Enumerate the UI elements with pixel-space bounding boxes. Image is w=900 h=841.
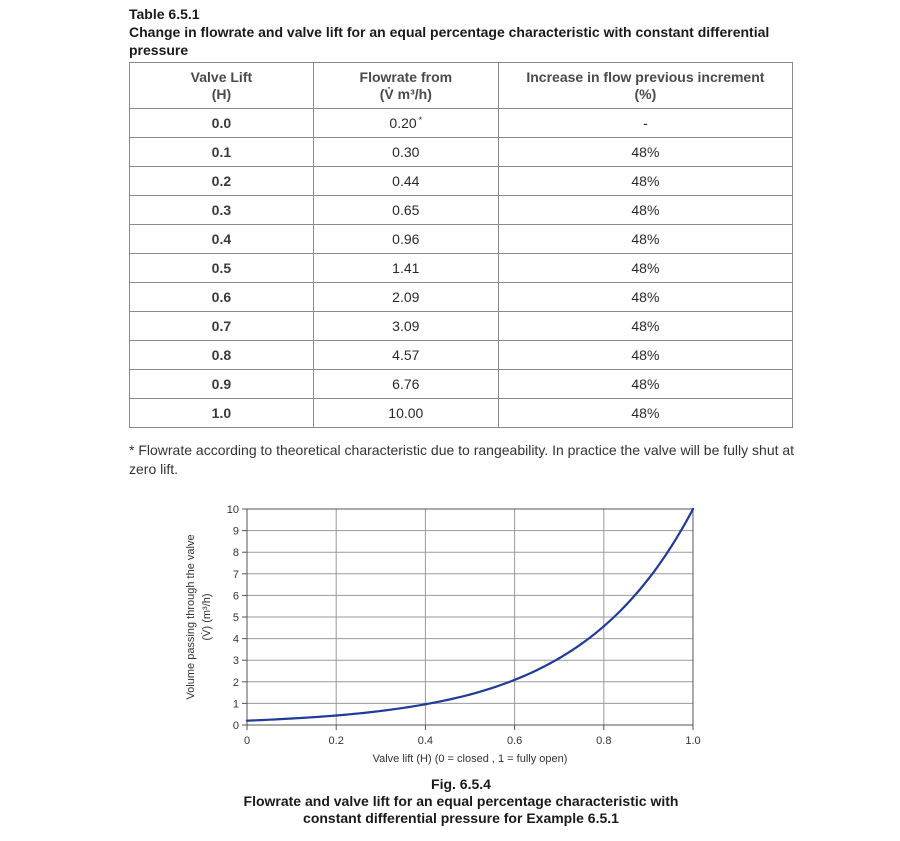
header-valve-lift: Valve Lift (H) bbox=[130, 63, 314, 109]
cell-increase: 48% bbox=[498, 312, 792, 341]
flowrate-value: 0.96 bbox=[392, 231, 420, 247]
x-tick-label: 0.2 bbox=[328, 735, 344, 747]
cell-increase: 48% bbox=[498, 370, 792, 399]
series-point bbox=[603, 625, 605, 627]
y-tick-label: 6 bbox=[232, 590, 239, 603]
x-tick-label: 0.8 bbox=[596, 735, 612, 747]
cell-valve-lift: 0.9 bbox=[130, 370, 314, 399]
flowrate-value: 4.57 bbox=[392, 347, 420, 363]
flowrate-table bbox=[129, 62, 793, 428]
flowrate-chart bbox=[170, 495, 730, 775]
y-tick-label: 8 bbox=[232, 547, 239, 560]
cell-valve-lift: 1.0 bbox=[130, 399, 314, 428]
cell-increase: - bbox=[498, 109, 792, 138]
flowrate-value: 3.09 bbox=[392, 318, 420, 334]
cell-flowrate bbox=[313, 225, 498, 254]
flowrate-value: 0.20 bbox=[389, 115, 417, 131]
y-tick-label: 0 bbox=[232, 720, 239, 732]
cell-increase: 48% bbox=[498, 138, 792, 167]
y-tick-label: 7 bbox=[232, 568, 239, 581]
cell-valve-lift: 0.2 bbox=[130, 167, 314, 196]
x-tick-label: 0.6 bbox=[506, 735, 523, 747]
y-axis-label-line1: Volume passing through the valve bbox=[185, 534, 197, 700]
cell-increase: 48% bbox=[498, 196, 792, 225]
table-row bbox=[130, 370, 793, 399]
series-point bbox=[380, 710, 382, 712]
cell-flowrate bbox=[313, 167, 498, 196]
cell-increase: 48% bbox=[498, 283, 792, 312]
table-number: Table 6.5.1 bbox=[129, 6, 200, 22]
cell-flowrate bbox=[313, 283, 498, 312]
cell-increase: 48% bbox=[498, 254, 792, 283]
y-tick-labels bbox=[227, 504, 239, 732]
y-axis-label-line2: (V̇) (m³/h) bbox=[201, 593, 213, 641]
series-point bbox=[335, 714, 337, 716]
series-point bbox=[424, 703, 426, 705]
series-point bbox=[692, 508, 694, 510]
figure-caption bbox=[129, 776, 793, 827]
header-flowrate: Flowrate from (V̇ m³/h) bbox=[313, 63, 498, 109]
flowrate-value: 6.76 bbox=[392, 376, 420, 392]
cell-valve-lift: 0.3 bbox=[130, 196, 314, 225]
table-body bbox=[130, 109, 793, 428]
cell-increase: 48% bbox=[498, 167, 792, 196]
series-point bbox=[558, 657, 560, 659]
table-row bbox=[130, 109, 793, 138]
x-tick-label: 0.4 bbox=[417, 735, 434, 747]
flowrate-value: 0.65 bbox=[392, 202, 420, 218]
table-row bbox=[130, 312, 793, 341]
table-row bbox=[130, 341, 793, 370]
cell-flowrate bbox=[313, 370, 498, 399]
table-header-row bbox=[130, 63, 793, 109]
table-row bbox=[130, 138, 793, 167]
header-increase: Increase in flow previous increment (%) bbox=[498, 63, 792, 109]
series-line bbox=[247, 509, 693, 721]
flowrate-value: 10.00 bbox=[388, 405, 424, 421]
cell-valve-lift: 0.6 bbox=[130, 283, 314, 312]
cell-flowrate bbox=[313, 109, 498, 138]
cell-flowrate bbox=[313, 254, 498, 283]
y-tick-label: 3 bbox=[232, 655, 239, 668]
cell-valve-lift: 0.7 bbox=[130, 312, 314, 341]
cell-increase: 48% bbox=[498, 341, 792, 370]
cell-flowrate bbox=[313, 196, 498, 225]
cell-valve-lift: 0.8 bbox=[130, 341, 314, 370]
cell-valve-lift: 0.4 bbox=[130, 225, 314, 254]
y-tick-label: 5 bbox=[232, 612, 239, 624]
cell-valve-lift: 0.5 bbox=[130, 254, 314, 283]
table-title bbox=[129, 5, 793, 59]
y-tick-label: 9 bbox=[232, 525, 239, 538]
figure-caption-line1: Flowrate and valve lift for an equal percentage characteristic with bbox=[243, 793, 679, 809]
cell-valve-lift: 0.1 bbox=[130, 138, 314, 167]
y-tick-label: 1 bbox=[232, 698, 239, 711]
table-row bbox=[130, 167, 793, 196]
x-axis-label: Valve lift (H) (0 = closed , 1 = fully open) bbox=[372, 753, 568, 765]
y-tick-label: 2 bbox=[232, 676, 239, 689]
table-row bbox=[130, 225, 793, 254]
table-caption: Change in flowrate and valve lift for an equal percentage characteristic with constant differential pressure bbox=[129, 24, 770, 58]
flowrate-value: 2.09 bbox=[392, 289, 420, 305]
flowrate-value: 1.41 bbox=[392, 260, 420, 276]
series-points bbox=[246, 508, 694, 722]
series-point bbox=[513, 679, 515, 681]
cell-flowrate bbox=[313, 341, 498, 370]
x-tick-labels bbox=[244, 735, 701, 747]
x-tick-label: 0 bbox=[243, 735, 251, 747]
x-tick-label: 1.0 bbox=[685, 735, 701, 747]
series-point bbox=[290, 717, 292, 719]
series-point bbox=[469, 693, 471, 695]
figure-number: Fig. 6.5.4 bbox=[431, 776, 491, 792]
flowrate-value: 0.30 bbox=[392, 144, 420, 160]
table-row bbox=[130, 196, 793, 225]
table-row bbox=[130, 399, 793, 428]
footnote: * Flowrate according to theoretical characteristic due to rangeability. In practice the valve will be fully shut at zero lift. bbox=[129, 442, 795, 477]
cell-flowrate bbox=[313, 312, 498, 341]
cell-increase: 48% bbox=[498, 225, 792, 254]
flowrate-value: 0.44 bbox=[392, 173, 420, 189]
cell-valve-lift: 0.0 bbox=[130, 109, 314, 138]
cell-increase: 48% bbox=[498, 399, 792, 428]
y-tick-label: 10 bbox=[226, 504, 239, 516]
chart-grid bbox=[242, 509, 693, 730]
cell-flowrate bbox=[313, 399, 498, 428]
series-point bbox=[647, 578, 649, 580]
series-point bbox=[246, 719, 248, 721]
figure-caption-line2: constant differential pressure for Example 6.5.1 bbox=[303, 810, 619, 826]
table-row bbox=[130, 283, 793, 312]
y-tick-label: 4 bbox=[232, 633, 239, 646]
table-row bbox=[130, 254, 793, 283]
footnote-marker: * bbox=[418, 115, 423, 125]
cell-flowrate bbox=[313, 138, 498, 167]
